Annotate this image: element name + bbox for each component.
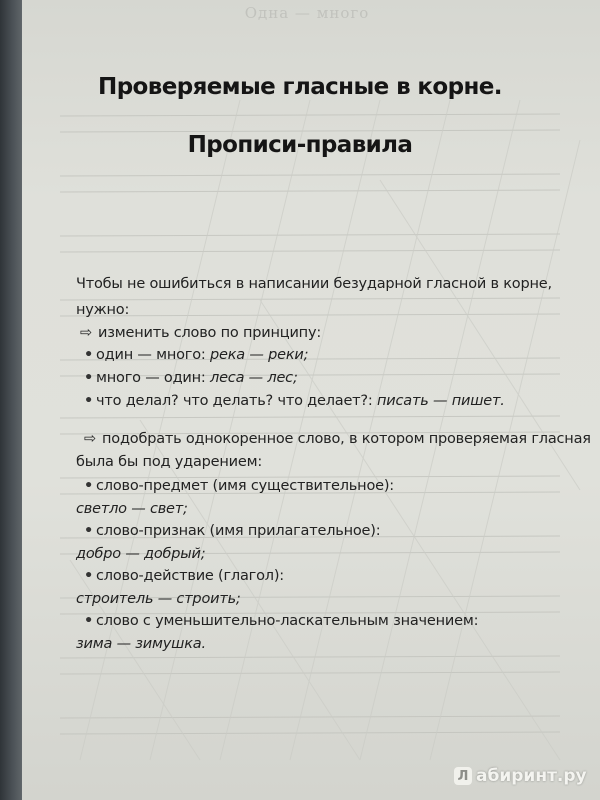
rule-2-item-example: зима — зимушка. (76, 636, 206, 652)
rule-1-item (84, 393, 505, 409)
rule-2-item-example: добро — добрый; (76, 546, 206, 562)
item-example: река — реки; (210, 347, 309, 363)
item-label: один — много: (96, 347, 206, 363)
bullet-icon: • (84, 613, 94, 629)
arrow-icon: ⇨ (84, 431, 96, 447)
item-label: слово с уменьшительно-ласкательным значением: (96, 613, 479, 629)
bullet-icon: • (84, 523, 94, 539)
bullet-icon: • (84, 347, 94, 363)
rule-1-line (80, 325, 321, 341)
bullet-icon: • (84, 393, 94, 409)
item-label: что делал? что делать? что делает?: (96, 393, 373, 409)
item-label: слово-предмет (имя существительное): (96, 478, 394, 494)
item-label: слово-действие (глагол): (96, 568, 284, 584)
watermark-text: абиринт.ру (476, 766, 587, 786)
bullet-icon: • (84, 478, 94, 494)
page-title-line-1: Проверяемые гласные в корне. (98, 74, 502, 100)
rule-1-item (84, 347, 308, 363)
item-example: писать — пишет. (377, 393, 505, 409)
show-through-header: Одна — много (244, 4, 370, 22)
rule-2-item-example: светло — свет; (76, 501, 188, 517)
rule-2-item-example: строитель — строить; (76, 591, 241, 607)
rule-2-text: подобрать однокоренное слово, в котором проверяемая гласная (102, 431, 591, 447)
intro-line-2: нужно: (76, 302, 130, 318)
rule-2-item-label (84, 478, 394, 494)
rule-1-item (84, 370, 298, 386)
rule-2-line-2: была бы под ударением: (76, 454, 263, 470)
bullet-icon: • (84, 568, 94, 584)
rule-2-item-label (84, 613, 478, 629)
rule-2-item-label (84, 568, 284, 584)
intro-line-1: Чтобы не ошибиться в написании безударной гласной в корне, (76, 276, 552, 292)
item-example: леса — лес; (210, 370, 298, 386)
rule-1-text: изменить слово по принципу: (98, 325, 322, 341)
rule-2-item-label (84, 523, 380, 539)
item-label: много — один: (96, 370, 206, 386)
labirint-logo-icon: Л (454, 767, 472, 785)
rule-2-line-1 (84, 431, 591, 447)
labirint-watermark (454, 764, 587, 788)
bullet-icon: • (84, 370, 94, 386)
arrow-icon: ⇨ (80, 325, 92, 341)
page-title-line-2: Прописи-правила (187, 132, 413, 158)
item-label: слово-признак (имя прилагательное): (96, 523, 381, 539)
